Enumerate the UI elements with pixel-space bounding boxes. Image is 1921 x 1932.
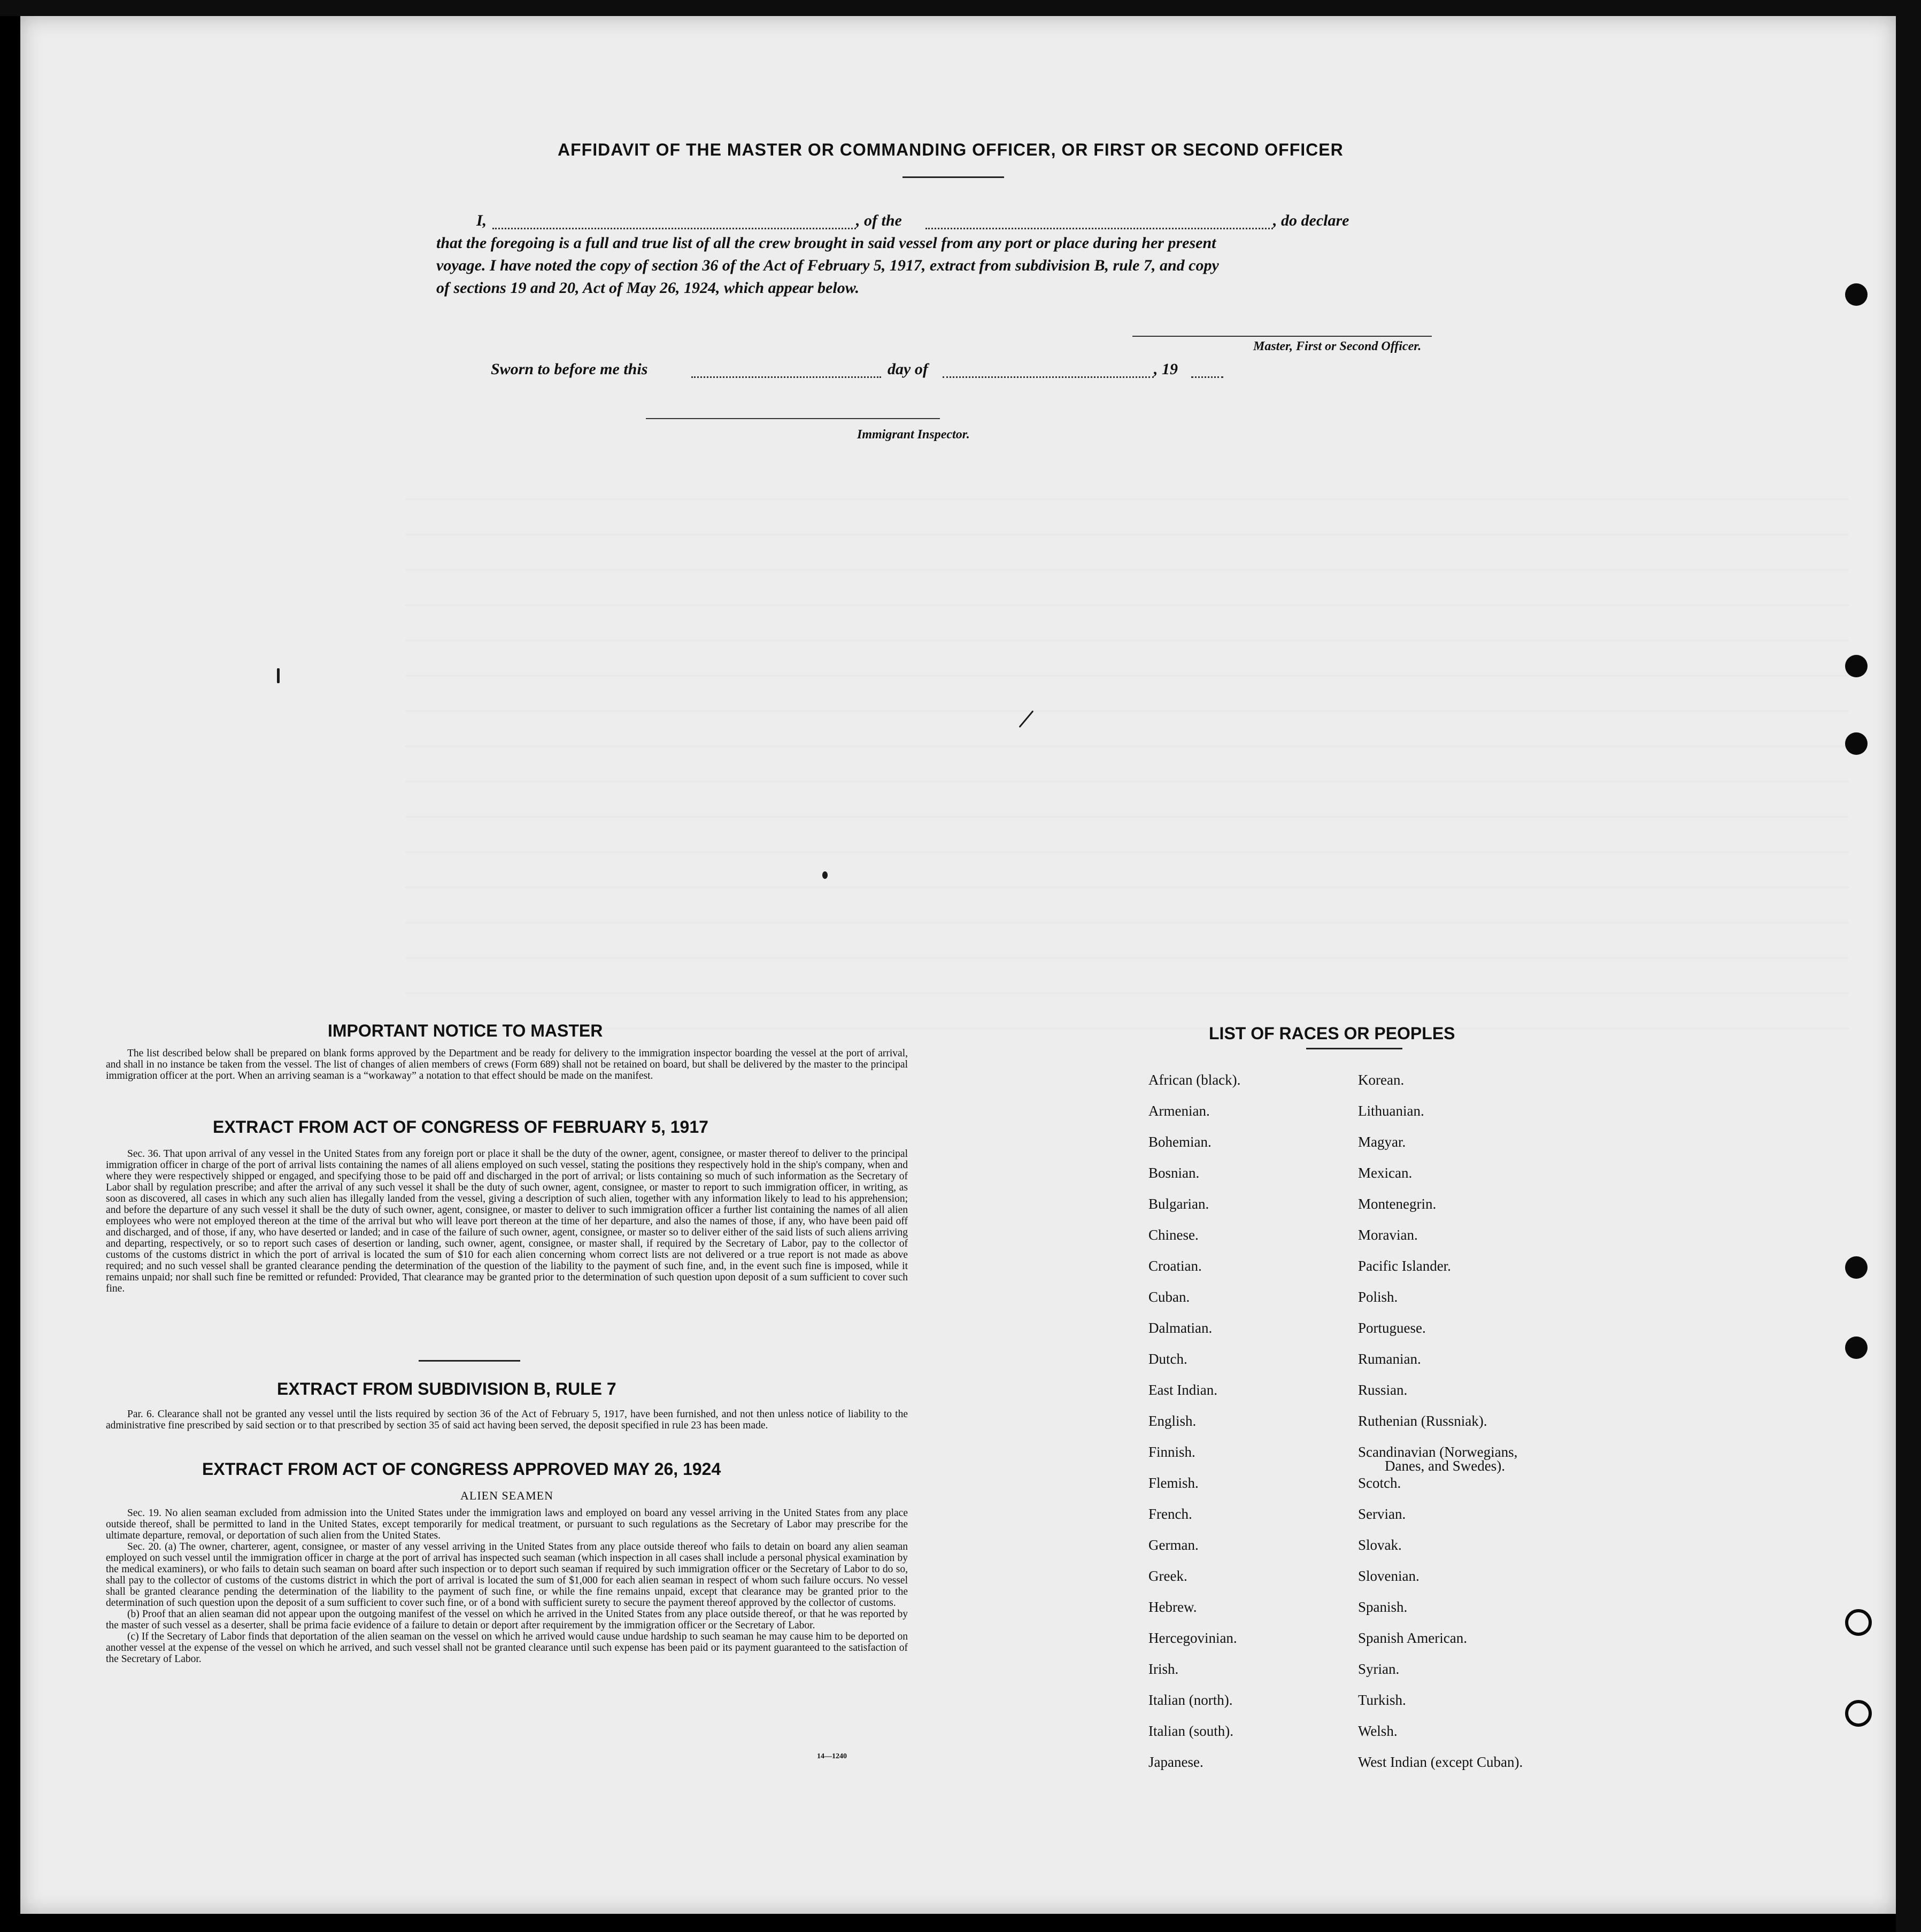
race-item: Pacific Islander.	[1358, 1258, 1451, 1274]
race-item: English.	[1148, 1413, 1197, 1429]
affidavit-line-4: of sections 19 and 20, Act of May 26, 1924, which appear below.	[436, 279, 860, 297]
punch-hole-reinforced	[1845, 1609, 1872, 1636]
races-divider	[1306, 1048, 1402, 1049]
race-item: Bohemian.	[1148, 1134, 1212, 1150]
sworn-day-field[interactable]	[691, 376, 881, 378]
section-36-paragraph: Sec. 36. That upon arrival of any vessel in the United States from any foreign port or place it shall be the duty of the owner, agent, consignee, or master thereof to deliver to the principal immigration officer in charge of the port of arrival lists containing the names of all aliens employed on such vessel, stating the positions they respectively hold in the ship's company, when and where they were respectively shipped or engaged, and specifying those to be paid off and discharged in the port of arrival; or lists containing so much of such information as the Secretary of Labor shall by regulation prescribe; and after the arrival of any such vessel it shall be the duty of such owner, agent, consignee, or master to report to such immigration officer, in writing, as soon as discovered, all cases in which any such alien has illegally landed from the vessel, giving a description of such alien, together with any information likely to lead to his apprehension; and before the departure of any such vessel it shall be the duty of such owner, agent, consignee, or master to deliver to such immigration officer a further list containing the names of all alien employees who were not employed thereon at the time of the arrival but who will leave port thereon at the time of her departure, and also the names of those, if any, who have been paid off and discharged, and of those, if any, who have deserted or landed; and in case of the failure of such owner, agent, consignee, or master so to deliver either of the said lists of such aliens arriving and departing, respectively, or so to report such cases of desertion or landing, such owner, agent, consignee, or master shall, if required by the Secretary of Labor, pay to the collector of customs of the customs district in which the port of arrival is located the sum of $10 for each alien concerning whom correct lists are not delivered or a true report is not made as above required; and no such vessel shall be granted clearance pending the determination of the question of the liability to the payment of such fine, and, in the event such fine is imposed, while it remains unpaid; nor shall such fine be remitted or refunded: Provided, That clearance may be granted prior to the determination of such question upon deposit of a sum sufficient to cover such fine.	[106, 1148, 908, 1294]
section-20b-paragraph: (b) Proof that an alien seaman did not appear upon the outgoing manifest of the vessel on which he arrived in the United States from any place outside thereof, or that he was reported by the master of such vessel as a deserter, shall be prima facie evidence of a failure to detain or deport after requirement by the immigration officer or the Secretary of Labor.	[106, 1609, 908, 1631]
race-item: West Indian (except Cuban).	[1358, 1754, 1523, 1770]
sworn-month-field[interactable]	[943, 376, 1154, 378]
race-item: French.	[1148, 1506, 1192, 1522]
race-item: Syrian.	[1358, 1661, 1400, 1677]
race-item: Irish.	[1148, 1661, 1179, 1677]
of-the-label: , of the	[856, 212, 902, 229]
scan-border-top	[0, 0, 1921, 16]
title-divider	[902, 176, 1004, 178]
extract-1917-title: EXTRACT FROM ACT OF CONGRESS OF FEBRUARY 5, 1917	[213, 1117, 708, 1137]
race-item: Mexican.	[1358, 1165, 1413, 1181]
extract-1917-text	[106, 1148, 908, 1294]
section-19-paragraph: Sec. 19. No alien seaman excluded from admission into the United States under the immigration laws and employed on board any vessel arriving in the United States from any place outside thereof, shall be permitted to land in the United States, except temporarily for medical treatment, or pursuant to such regulations as the Secretary of Labor may prescribe for the ultimate departure, removal, or deportation of such alien from the United States.	[106, 1508, 908, 1541]
race-item: Italian (north).	[1148, 1692, 1233, 1708]
punch-hole	[1845, 655, 1868, 677]
form-number: 14—1240	[817, 1752, 847, 1760]
race-item: Japanese.	[1148, 1754, 1203, 1770]
race-item: Turkish.	[1358, 1692, 1406, 1708]
extract-1924-text	[106, 1508, 908, 1665]
race-item: Bulgarian.	[1148, 1196, 1209, 1212]
ink-speck	[822, 871, 828, 879]
race-item: Moravian.	[1358, 1227, 1418, 1243]
race-item: East Indian.	[1148, 1382, 1217, 1398]
punch-hole-reinforced	[1845, 1700, 1872, 1727]
scan-border-right	[1896, 0, 1921, 1932]
race-item: Montenegrin.	[1358, 1196, 1437, 1212]
punch-hole	[1845, 1336, 1868, 1359]
race-item: Ruthenian (Russniak).	[1358, 1413, 1487, 1429]
race-item: Greek.	[1148, 1568, 1187, 1584]
sworn-line	[491, 358, 1293, 381]
race-item: Scotch.	[1358, 1475, 1401, 1491]
punch-hole	[1845, 1256, 1868, 1279]
race-item: Dutch.	[1148, 1351, 1187, 1367]
sworn-year-field[interactable]	[1191, 376, 1223, 378]
affidavit-line-3: voyage. I have noted the copy of section 36 of the Act of February 5, 1917, extract from subdivision B, rule 7, and copy	[436, 257, 1219, 274]
race-item: Slovak.	[1358, 1537, 1402, 1553]
race-item: Hercegovinian.	[1148, 1630, 1237, 1646]
race-item: Flemish.	[1148, 1475, 1199, 1491]
races-title: LIST OF RACES OR PEOPLES	[1209, 1024, 1455, 1043]
race-item: Russian.	[1358, 1382, 1408, 1398]
vessel-name-field[interactable]	[925, 228, 1273, 229]
rule-7-paragraph: Par. 6. Clearance shall not be granted any vessel until the lists required by section 36 of the Act of February 5, 1917, have been furnished, and not then unless notice of liability to the administrative fine prescribed by said section or to that prescribed by section 35 of said act having been served, the deposit specified in rule 23 has been made.	[106, 1409, 908, 1431]
notice-paragraph: The list described below shall be prepared on blank forms approved by the Department and be ready for delivery to the immigration inspector boarding the vessel at the port of arrival, and shall in no instance be taken from the vessel. The list of changes of alien members of crews (Form 689) shall not be retained on board, but shall be delivered by the master to the principal immigration officer at the port. When an arriving seaman is a “workaway” a notation to that effect should be made on the manifest.	[106, 1048, 908, 1081]
race-item: Magyar.	[1358, 1134, 1406, 1150]
master-signature-line[interactable]	[1132, 336, 1432, 337]
race-item: Chinese.	[1148, 1227, 1199, 1243]
punch-hole	[1845, 283, 1868, 306]
race-item: Bosnian.	[1148, 1165, 1200, 1181]
affidavit-i-label: I,	[476, 212, 487, 229]
race-item: Polish.	[1358, 1289, 1398, 1305]
inspector-signature-line[interactable]	[646, 418, 940, 419]
master-signature-label: Master, First or Second Officer.	[1253, 339, 1422, 353]
master-name-field[interactable]	[492, 228, 856, 229]
extract-rule7-text	[106, 1409, 908, 1431]
race-item: Scandinavian (Norwegians,	[1358, 1444, 1518, 1460]
notice-title: IMPORTANT NOTICE TO MASTER	[328, 1021, 603, 1040]
ink-speck	[277, 668, 280, 683]
race-item: Croatian.	[1148, 1258, 1202, 1274]
affidavit-line-2: that the foregoing is a full and true list of all the crew brought in said vessel from any port or place during her present	[436, 234, 1216, 252]
extract-1924-title: EXTRACT FROM ACT OF CONGRESS APPROVED MAY 26, 1924	[202, 1459, 721, 1479]
race-item: Finnish.	[1148, 1444, 1195, 1460]
race-item: Spanish.	[1358, 1599, 1408, 1615]
race-item: Hebrew.	[1148, 1599, 1197, 1615]
race-item: Korean.	[1358, 1072, 1405, 1088]
inspector-label: Immigrant Inspector.	[857, 428, 970, 442]
race-item: Portuguese.	[1358, 1320, 1426, 1336]
race-item: African (black).	[1148, 1072, 1241, 1088]
notice-text	[106, 1048, 908, 1081]
sworn-label: Sworn to before me this	[491, 360, 648, 378]
race-item: Welsh.	[1358, 1723, 1398, 1739]
race-item: Slovenian.	[1358, 1568, 1419, 1584]
extract-rule7-title: EXTRACT FROM SUBDIVISION B, RULE 7	[277, 1379, 616, 1398]
race-item: Rumanian.	[1358, 1351, 1421, 1367]
bleed-through-table	[405, 465, 1849, 1053]
day-of-label: day of	[888, 360, 928, 378]
year-label: , 19	[1154, 360, 1178, 378]
do-declare-label: , do declare	[1273, 212, 1349, 229]
race-item: Cuban.	[1148, 1289, 1190, 1305]
race-item-continuation: Danes, and Swedes).	[1385, 1458, 1505, 1474]
punch-hole	[1845, 732, 1868, 755]
affidavit-body	[436, 210, 1506, 299]
section-divider	[419, 1360, 520, 1362]
form-page	[20, 16, 1896, 1914]
alien-seamen-subtitle: ALIEN SEAMEN	[460, 1489, 553, 1502]
race-item: Servian.	[1358, 1506, 1406, 1522]
race-item: German.	[1148, 1537, 1199, 1553]
race-item: Spanish American.	[1358, 1630, 1467, 1646]
race-item: Armenian.	[1148, 1103, 1210, 1119]
race-item: Lithuanian.	[1358, 1103, 1424, 1119]
race-item: Dalmatian.	[1148, 1320, 1213, 1336]
affidavit-title: AFFIDAVIT OF THE MASTER OR COMMANDING OFFICER, OR FIRST OR SECOND OFFICER	[558, 140, 1344, 159]
section-20c-paragraph: (c) If the Secretary of Labor finds that deportation of the alien seaman on the vessel on which he arrived would cause undue hardship to such seaman he may cause him to be deported on another vessel at the expense of the vessel on which he arrived, and such vessel shall not be granted clearance until such expense has been paid or its payment guaranteed to the satisfaction of the Secretary of Labor.	[106, 1631, 908, 1665]
section-20a-paragraph: Sec. 20. (a) The owner, charterer, agent, consignee, or master of any vessel arriving in the United States from any place outside thereof who fails to detain on board any alien seaman employed on such vessel until the immigration officer in charge at the port of arrival has inspected such seaman (which inspection in all cases shall include a personal physical examination by the medical examiners), or who fails to detain such seaman on board after such inspection or to deport such seaman if required by such immigration officer or the Secretary of Labor to do so, shall pay to the collector of customs of the customs district in which the port of arrival is located the sum of $1,000 for each alien seaman in respect of whom such failure occurs. No vessel shall be granted clearance pending the determination of the liability to the payment of such fine, or while the fine remains unpaid, except that clearance may be granted prior to the determination of such question upon the deposit of a sum sufficient to cover such fine, or of a bond with sufficient surety to secure the payment thereof approved by the collector of customs.	[106, 1541, 908, 1609]
race-item: Italian (south).	[1148, 1723, 1233, 1739]
